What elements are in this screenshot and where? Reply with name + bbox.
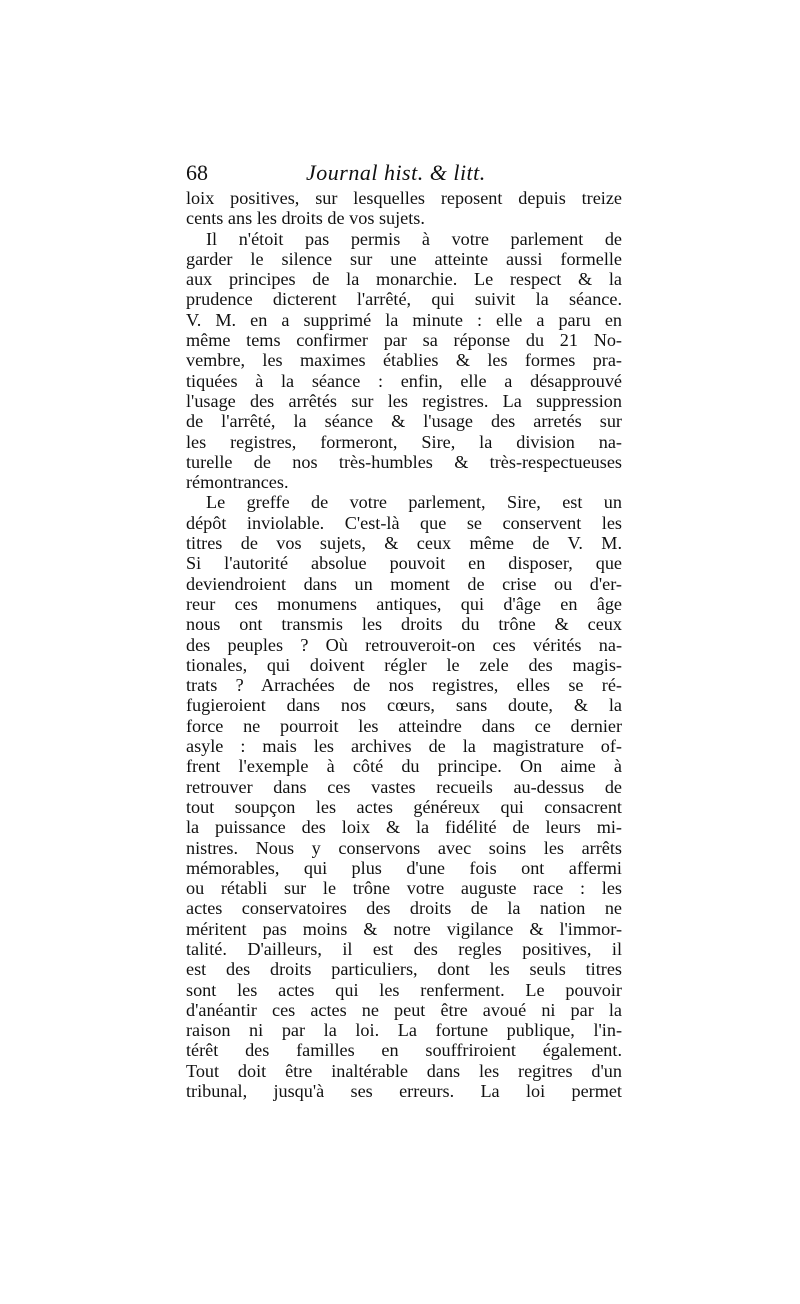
text-line-22: nous ont transmis les droits du trône & ceux xyxy=(186,614,622,635)
text-line-21: reur ces monumens antiques, qui d'âge en âge xyxy=(186,593,622,614)
text-line-30: retrouver dans ces vastes recueils au-dessus de xyxy=(186,776,622,797)
text-line-34: mémorables, qui plus d'une fois ont affermi xyxy=(186,857,622,878)
text-line-29: frent l'exemple à côté du principe. On aime à xyxy=(186,756,622,777)
text-line-1: loix positives, sur lesquelles reposent depuis treize xyxy=(186,188,622,208)
text-line-24: tionales, qui doivent régler le zele des magis- xyxy=(186,654,622,675)
text-line-14: turelle de nos très-humbles & très-respectueuses xyxy=(186,451,622,472)
text-line-15: rémontrances. xyxy=(186,472,289,493)
text-line-31: tout soupçon les actes généreux qui consacrent xyxy=(186,796,622,817)
text-line-45: tribunal, jusqu'à ses erreurs. La loi permet xyxy=(186,1081,622,1102)
text-line-12: de l'arrêté, la séance & l'usage des arretés sur xyxy=(186,411,622,432)
text-line-32: la puissance des loix & la fidélité de leurs mi- xyxy=(186,817,622,838)
text-line-6: prudence dicterent l'arrêté, qui suivit la séance. xyxy=(186,289,622,310)
text-line-8: même tems confirmer par sa réponse du 21 No- xyxy=(186,330,622,351)
text-line-16: Le greffe de votre parlement, Sire, est un xyxy=(206,492,622,513)
text-line-39: est des droits particuliers, dont les seuls titres xyxy=(186,959,622,980)
text-line-3: Il n'étoit pas permis à votre parlement de xyxy=(206,228,622,249)
text-line-36: actes conservatoires des droits de la nation ne xyxy=(186,898,622,919)
text-line-4: garder le silence sur une atteinte aussi formelle xyxy=(186,248,622,269)
text-line-19: Si l'autorité absolue pouvoit en disposer, que xyxy=(186,553,622,574)
text-line-10: tiquées à la séance : enfin, elle a désapprouvé xyxy=(186,370,622,391)
text-line-9: vembre, les maximes établies & les formes pra- xyxy=(186,350,622,371)
journal-title: Journal hist. & litt. xyxy=(306,160,486,185)
text-line-20: deviendroient dans un moment de crise ou d'er- xyxy=(186,573,622,594)
text-line-42: raison ni par la loi. La fortune publique, l'in- xyxy=(186,1020,622,1041)
text-line-35: ou rétabli sur le trône votre auguste race : les xyxy=(186,878,622,899)
text-line-41: d'anéantir ces actes ne peut être avoué ni par la xyxy=(186,999,622,1020)
text-line-40: sont les actes qui les renferment. Le pouvoir xyxy=(186,979,622,1000)
text-line-5: aux principes de la monarchie. Le respect & la xyxy=(186,269,622,290)
text-line-7: V. M. en a supprimé la minute : elle a paru en xyxy=(186,309,622,330)
running-head xyxy=(186,158,622,188)
text-line-13: les registres, formeront, Sire, la division na- xyxy=(186,431,622,452)
text-line-44: Tout doit être inaltérable dans les regitres d'un xyxy=(186,1060,622,1081)
text-line-2: cents ans les droits de vos sujets. xyxy=(186,208,425,229)
page-number: 68 xyxy=(186,160,208,185)
page-text xyxy=(186,158,622,1101)
text-line-28: asyle : mais les archives de la magistrature of- xyxy=(186,736,622,757)
text-line-38: talité. D'ailleurs, il est des regles positives, il xyxy=(186,938,622,959)
text-line-33: nistres. Nous y conservons avec soins les arrêts xyxy=(186,837,622,858)
text-line-23: des peuples ? Où retrouveroit-on ces vérités na- xyxy=(186,634,622,655)
text-line-25: trats ? Arrachées de nos registres, elles se ré- xyxy=(186,675,622,696)
text-line-27: force ne pourroit les atteindre dans ce dernier xyxy=(186,715,622,736)
text-line-26: fugieroient dans nos cœurs, sans doute, & la xyxy=(186,695,622,716)
text-line-37: méritent pas moins & notre vigilance & l'immor- xyxy=(186,918,622,939)
text-line-43: térêt des familles en souffriroient également. xyxy=(186,1040,622,1061)
text-line-11: l'usage des arrêtés sur les registres. La suppression xyxy=(186,390,622,411)
text-line-18: titres de vos sujets, & ceux même de V. M. xyxy=(186,533,622,554)
text-line-17: dépôt inviolable. C'est-là que se conservent les xyxy=(186,512,622,533)
